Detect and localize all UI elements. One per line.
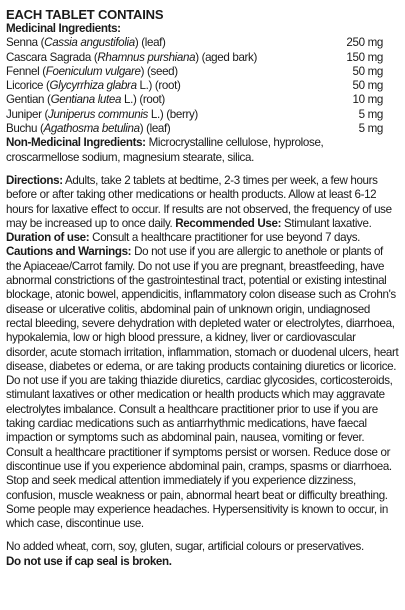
ingredient-row <box>6 79 399 93</box>
ingredient-row <box>6 93 399 107</box>
ingredient-name-cell: Cascara Sagrada (Rhamnus purshiana) (aged bark) <box>6 50 258 64</box>
ingredients-table <box>6 36 399 136</box>
duration-text: Consult a healthcare practitioner for use beyond 7 days. <box>89 231 361 245</box>
cautions-text: Do not use if you are allergic to anethole or plants of the Apiaceae/Carrot family. Do not use if you are pregnant, breastfeeding, have abnormal constrictions of the gastrointestinal tract, potential or existing intestinal blockage, atonic bowel, appendicitis, inflammatory colon disease such as Crohn's disease or ulcerative colitis, abdominal pain of unknown origin, undiagnosed rectal bleeding, severe dehydration with depleted water or electrolytes, diarrhoea, hypokalemia, low or high blood pressure, a kidney, liver or cardiovascular disorder, acute stomach irritation, inflammation, stomach or duodenal ulcers, heart disease, diabetes or edema, or are taking products containing diuretics or licorice. Do not use if you are taking thiazide diuretics, cardiac glycosides, corticosteroids, stimulant laxatives or other medication or health products which may aggravate electrolytes imbalance. Consult a healthcare practitioner prior to use if you are taking cardiac medications such as antiarrhythmic medications, have faecal impaction or symptoms such as abdominal pain, nausea, vomiting or fever. Consult a healthcare practitioner if symptoms persist or worsen. Reduce dose or discontinue use if you experience abdominal pain, cramps, spasms or diarrhoea. Stop and seek medical attention immediately if you experience dizziness, confusion, muscle weakness or pain, abnormal heart beat or difficulty breathing. Some people may experience headaches. Hypersensitivity is known to occur, in which case, discontinue use. <box>6 245 399 531</box>
allergen-statement: No added wheat, corn, soy, gluten, sugar, artificial colours or preservatives. <box>6 540 364 554</box>
ingredient-plant-part: (root) <box>139 93 165 107</box>
ingredient-row <box>6 51 399 65</box>
ingredient-latin-name: Glycyrrhiza glabra <box>49 79 137 93</box>
recommended-use-text: Stimulant laxative. <box>281 216 372 230</box>
duration-paragraph <box>6 231 399 245</box>
ingredient-latin-author: L. <box>136 79 149 93</box>
duration-label: Duration of use: <box>6 231 90 245</box>
ingredient-common-name: Senna <box>6 36 38 50</box>
medicinal-ingredients-heading: Medicinal Ingredients: <box>6 22 121 35</box>
ingredient-latin-name: Foeniculum vulgare <box>45 64 141 78</box>
ingredient-latin-name: Cassia angustifolia <box>44 36 135 50</box>
ingredient-common-name: Cascara Sagrada <box>6 50 91 64</box>
ingredient-name-cell: Senna (Cassia angustifolia) (leaf) <box>6 36 166 50</box>
non-medicinal-label: Non-Medicinal Ingredients: <box>6 136 146 150</box>
directions-paragraph <box>6 174 399 231</box>
ingredient-name-cell: Licorice (Glycyrrhiza glabra L.) (root) <box>6 79 181 93</box>
ingredient-plant-part: (root) <box>154 79 181 93</box>
ingredient-plant-part: (seed) <box>147 64 178 78</box>
cautions-paragraph <box>6 245 399 531</box>
ingredient-latin-name: Rhamnus purshiana <box>97 50 196 64</box>
ingredient-latin-name: Juniperus communis <box>47 107 148 121</box>
ingredient-name-cell: Juniper (Juniperus communis L.) (berry) <box>6 107 198 121</box>
ingredient-row <box>6 108 399 122</box>
ingredient-dose: 50 mg <box>352 64 383 78</box>
directions-label: Directions: <box>6 173 63 187</box>
ingredient-common-name: Buchu <box>6 122 38 136</box>
ingredient-latin-name: Agathosma betulina <box>43 122 140 136</box>
ingredient-row <box>6 122 399 136</box>
ingredient-dose: 5 mg <box>358 122 383 136</box>
ingredient-latin-name: Gentiana lutea <box>50 93 122 107</box>
ingredient-common-name: Fennel <box>6 64 40 78</box>
ingredient-name-cell: Buchu (Agathosma betulina) (leaf) <box>6 122 171 136</box>
directions-text: Adults, take 2 tablets at bedtime, 2-3 times per week, a few hours before or after taking other medications or health products. Allow at least 6-12 hours for laxative effect to occur. If results are not observed, the frequency of use may be increased up to once daily. <box>6 173 392 230</box>
ingredient-dose: 10 mg <box>352 93 383 107</box>
ingredient-name-cell: Fennel (Foeniculum vulgare) (seed) <box>6 64 178 78</box>
ingredient-row <box>6 36 399 50</box>
ingredient-latin-author: L. <box>121 93 133 107</box>
ingredient-latin-author: L. <box>148 107 160 121</box>
ingredient-common-name: Gentian <box>6 93 45 107</box>
ingredient-common-name: Licorice <box>6 79 44 93</box>
ingredient-plant-part: (leaf) <box>141 36 166 50</box>
non-medicinal-ingredients <box>6 136 399 165</box>
cautions-label: Cautions and Warnings: <box>6 245 132 259</box>
ingredient-plant-part: (aged bark) <box>201 50 258 64</box>
seal-warning-text: Do not use if cap seal is broken. <box>6 554 172 568</box>
supplement-label <box>6 7 399 569</box>
ingredient-dose: 150 mg <box>346 50 383 64</box>
ingredient-dose: 5 mg <box>358 107 383 121</box>
non-medicinal-text: Microcrystalline cellulose, hyprolose, croscarmellose sodium, magnesium stearate, silica. <box>6 136 324 164</box>
ingredient-dose: 50 mg <box>352 79 383 93</box>
ingredient-name-cell: Gentian (Gentiana lutea L.) (root) <box>6 93 165 107</box>
ingredient-common-name: Juniper <box>6 107 42 121</box>
ingredient-row <box>6 65 399 79</box>
section-heading: EACH TABLET CONTAINS <box>6 7 164 22</box>
ingredient-plant-part: (berry) <box>166 107 198 121</box>
ingredient-plant-part: (leaf) <box>146 122 171 136</box>
recommended-use-label: Recommended Use: <box>175 216 282 230</box>
ingredient-dose: 250 mg <box>346 36 383 50</box>
seal-warning <box>6 555 399 569</box>
